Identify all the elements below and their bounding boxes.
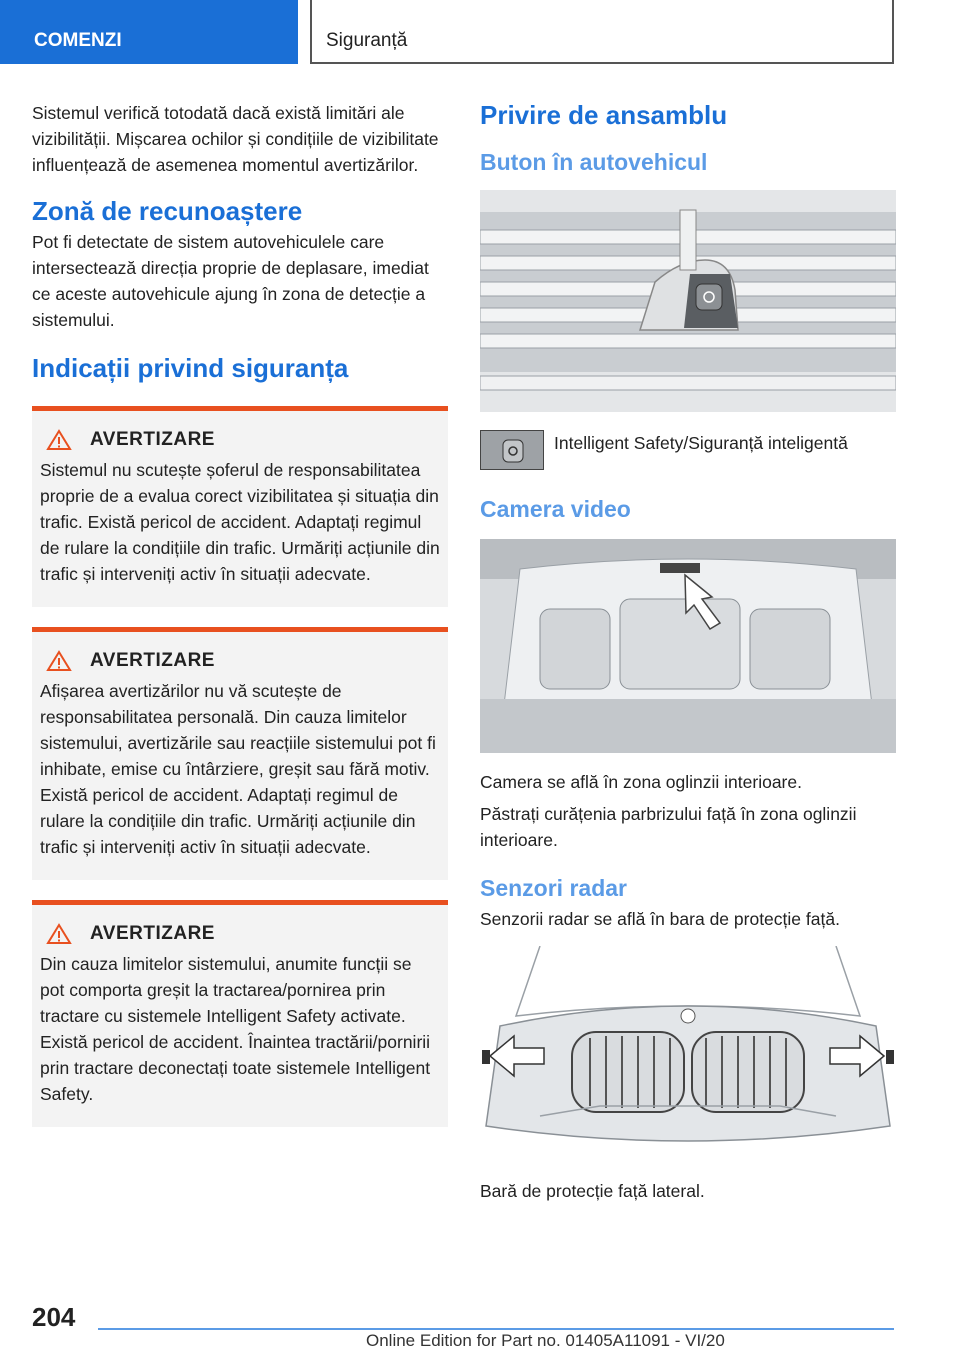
section-tab	[310, 0, 894, 64]
footer-divider	[98, 1328, 894, 1330]
heading-detection-zone: Zonă de recunoaștere	[32, 196, 303, 226]
camera-text-2: Păstrați curățenia parbrizului față în zona oglinzii interioare.	[480, 804, 857, 850]
intro-paragraph: Sistemul verifică totodată dacă există limitări ale vizibilității. Mișcarea ochilor și condițiile de vizibilitate influențează de asemenea momentul avertizărilor.	[32, 103, 439, 175]
warning-label: AVERTIZARE	[90, 923, 215, 944]
warning-triangle-icon	[46, 429, 72, 451]
warning-text: Din cauza limitelor sistemului, anumite funcții se pot comporta greșit la tractarea/pornirea prin tractare cu sistemele Intelligent Safety activate. Există pericol de accident. Înaintea tractării/pornirii prin tractare deconectați toate sistemele Intelligent Safety.	[40, 954, 431, 1104]
warning-text: Afișarea avertizărilor nu vă scutește de responsabilitatea personală. Din cauza limitelor sistemului, avertizările sau reacțiile sistemului pot fi inhibate, emise cu întârziere, greșit sau fără motiv. Există pericol de accident. Adaptați regimul de rulare la condițiile din trafic. Urmăriți acțiunile din trafic și interveniți activ în situații adecvate.	[40, 681, 436, 857]
heading-button: Buton în autovehicul	[480, 149, 708, 175]
camera-text-1: Camera se află în zona oglinzii interioare.	[480, 772, 802, 792]
warning-label: AVERTIZARE	[90, 650, 215, 671]
edition-note: Online Edition for Part no. 01405A11091 - VI/20	[366, 1331, 725, 1350]
heading-radar: Senzori radar	[480, 875, 627, 901]
heading-camera: Camera video	[480, 496, 631, 522]
camera-photo-illustration	[480, 539, 896, 753]
button-photo	[480, 190, 896, 412]
section-title: Siguranță	[326, 30, 408, 51]
left-column	[32, 100, 448, 1127]
bumper-photo-illustration	[480, 946, 896, 1164]
button-photo-illustration	[480, 190, 896, 412]
radar-text: Senzorii radar se află în bara de protecție față.	[480, 909, 840, 929]
right-column	[480, 100, 896, 1204]
warning-text: Sistemul nu scutește șoferul de responsabilitatea proprie de a evalua corect vizibilitatea și situația din trafic. Există pericol de accident. Adaptați regimul de rulare la condițiile din trafic. Urmăriți acțiunile din trafic și interveniți activ în situații adecvate.	[40, 460, 440, 584]
page-number: 204	[32, 1302, 76, 1332]
camera-photo	[480, 539, 896, 753]
heading-safety-notes: Indicații privind siguranța	[32, 353, 349, 383]
warning-box-1	[32, 406, 448, 607]
chapter-label: COMENZI	[34, 30, 122, 51]
warning-box-2	[32, 627, 448, 880]
heading-overview: Privire de ansamblu	[480, 100, 728, 130]
chapter-tab	[0, 0, 298, 64]
warning-label: AVERTIZARE	[90, 429, 215, 450]
warning-triangle-icon	[46, 650, 72, 672]
warning-box-3	[32, 900, 448, 1127]
button-legend	[480, 430, 896, 470]
intelligent-safety-button-icon	[480, 430, 544, 470]
bumper-caption: Bară de protecție față lateral.	[480, 1181, 705, 1201]
detection-zone-text: Pot fi detectate de sistem autovehiculele care intersectează direcția proprie de deplasare, imediat ce aceste autovehicule ajung în zona de detecție a sistemului.	[32, 232, 429, 330]
button-legend-text: Intelligent Safety/Siguranță inteligentă	[554, 433, 848, 453]
warning-triangle-icon	[46, 923, 72, 945]
bumper-photo	[480, 946, 896, 1164]
